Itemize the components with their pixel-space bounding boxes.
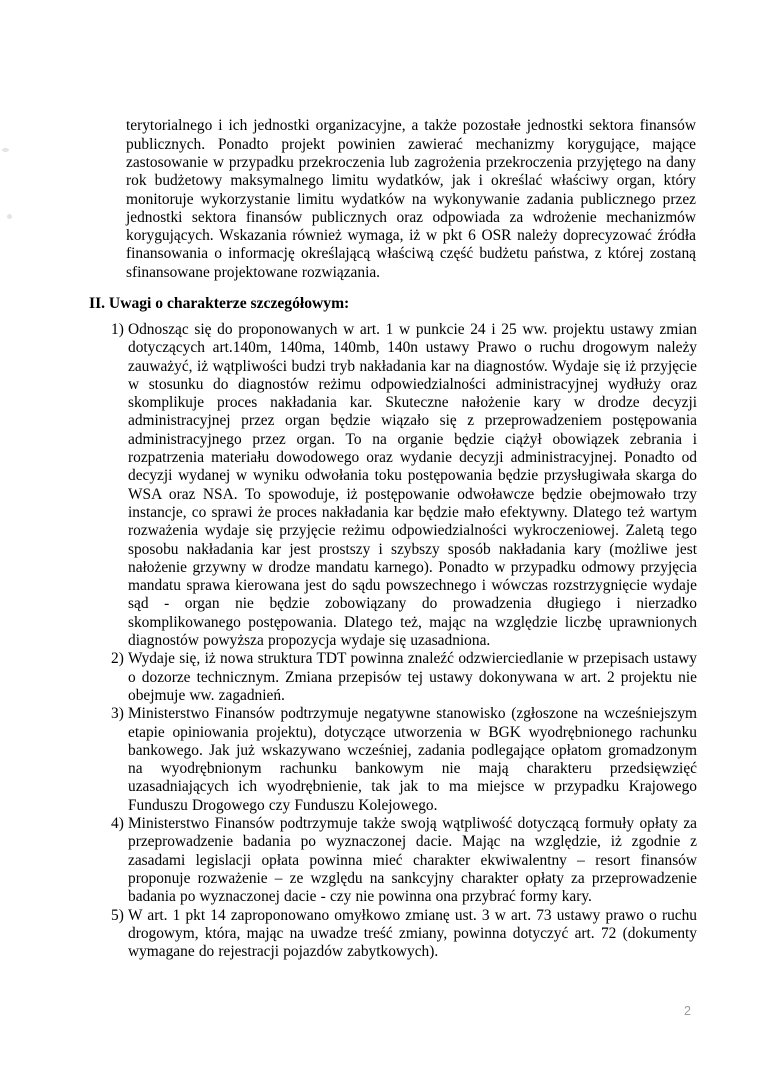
list-item-number: 5) — [111, 906, 124, 924]
scan-artifact — [7, 214, 12, 219]
list-item-number: 3) — [111, 705, 124, 723]
list-item — [111, 650, 697, 705]
list-item-number: 4) — [111, 815, 124, 833]
list-item — [111, 705, 697, 815]
list-item-number: 1) — [111, 321, 124, 338]
list-item-text: Ministerstwo Finansów podtrzymuje także swoją wątpliwość dotyczącą formuły opłaty za przeprowadzenie badania po wyznaczonej dacie. Mając na względzie, iż zgodnie z zasadami legislacji opłata powinna mieć charakter ekwiwalentny – resort finansów proponuje rozważenie – ze względu na sankcyjny charakter opłaty za przeprowadzenie badania po wyznaczonej dacie - czy nie powinna ona przybrać formy kary. — [128, 815, 697, 906]
list-item-text: W art. 1 pkt 14 zaproponowano omyłkowo zmianę ust. 3 w art. 73 ustawy prawo o ruchu drogowym, która, mając na uwadze treść zmiany, powinna dotyczyć art. 72 (dokumenty wymagane do rejestracji pojazdów zabytkowych). — [128, 906, 697, 961]
intro-paragraph: terytorialnego i ich jednostki organizacyjne, a także pozostałe jednostki sektora finansów publicznych. Ponadto projekt powinien zawierać mechanizmy korygujące, mające zastosowanie w przypadku przekroczenia lub zagrożenia przekroczenia przyjętego na dany rok budżetowy maksymalnego limitu wydatków, jak i określać właściwy organ, który monitoruje wykorzystanie limitu wydatków na wykonywanie zadania publicznego przez jednostki sektora finansów publicznych oraz odpowiada za wdrożenie mechanizmów korygujących. Wskazania również wymaga, iż w pkt 6 OSR należy doprecyzować źródła finansowania o informację określającą właściwą część budżetu państwa, z której zostaną sfinansowane projektowane rozwiązania. — [126, 117, 696, 281]
section-heading: II. Uwagi o charakterze szczegółowym: — [89, 294, 350, 312]
list-item — [111, 321, 697, 650]
list-item-text: Ministerstwo Finansów podtrzymuje negatywne stanowisko (zgłoszone na wcześniejszym etapie opiniowania projektu), dotyczące utworzenia w BGK wyodrębnionego rachunku bankowego. Jak już wskazywano wcześniej, zadania podlegające opłatom gromadzonym na wyodrębnionym rachunku bankowym nie mają charakteru przedsięwzięć uzasadniających ich wyodrębnienie, tak jak to ma miejsce w przypadku Krajowego Funduszu Drogowego czy Funduszu Kolejowego. — [128, 705, 697, 814]
list-item — [111, 907, 697, 962]
list-item — [111, 815, 697, 906]
scan-artifact — [2, 148, 9, 152]
remarks-list — [111, 321, 697, 961]
list-item-number: 2) — [111, 650, 124, 668]
list-item-text: Wydaje się, iż nowa struktura TDT powinna znaleźć odzwierciedlanie w przepisach ustawy o dozorze technicznym. Zmiana przepisów tej ustawy dokonywana w art. 2 projektu nie obejmuje ww. zagadnień. — [128, 650, 697, 704]
list-item-text: Odnosząc się do proponowanych w art. 1 w punkcie 24 i 25 ww. projektu ustawy zmian dotyczących art.140m, 140ma, 140mb, 140n ustawy Prawo o ruchu drogowym należy zauważyć, iż wątpliwości budzi tryb nakładania kar na diagnostów. Wydaje się iż przyjęcie w stosunku do diagnostów reżimu odpowiedzialności administracyjnej wydłuży oraz skomplikuje proces nakładania kar. Skuteczne nałożenie kary w drodze decyzji administracyjnej przez organ będzie wiązało się z przeprowadzeniem postępowania administracyjnego przez organ. To na organie będzie ciążył obowiązek zebrania i rozpatrzenia materiału dowodowego oraz wydanie decyzji administracyjnej. Ponadto od decyzji wydanej w wyniku odwołania toku postępowania będzie przysługiwała skarga do WSA oraz NSA. To spowoduje, iż postępowanie odwoławcze będzie obejmowało trzy instancje, co sprawi że proces nakładania kar będzie mało efektywny. Dlatego też wartym rozważenia wydaje się przyjęcie reżimu odpowiedzialności wykroczeniowej. Zaletą tego sposobu nakładania kar jest prostszy i szybszy sposób nakładania kary (możliwe jest nałożenie grzywny w drodze mandatu karnego). Ponadto w przypadku odmowy przyjęcia mandatu sprawa kierowana jest do sądu powszechnego i wówczas rozstrzygnięcie wydaje sąd - organ nie będzie zobowiązany do prowadzenia długiego i nierzadko skomplikowanego postępowania. Dlatego też, mając na względzie liczbę uprawnionych diagnostów powyższa propozycja wydaje się uzasadniona. — [128, 321, 697, 650]
page-number: 2 — [684, 1004, 691, 1018]
